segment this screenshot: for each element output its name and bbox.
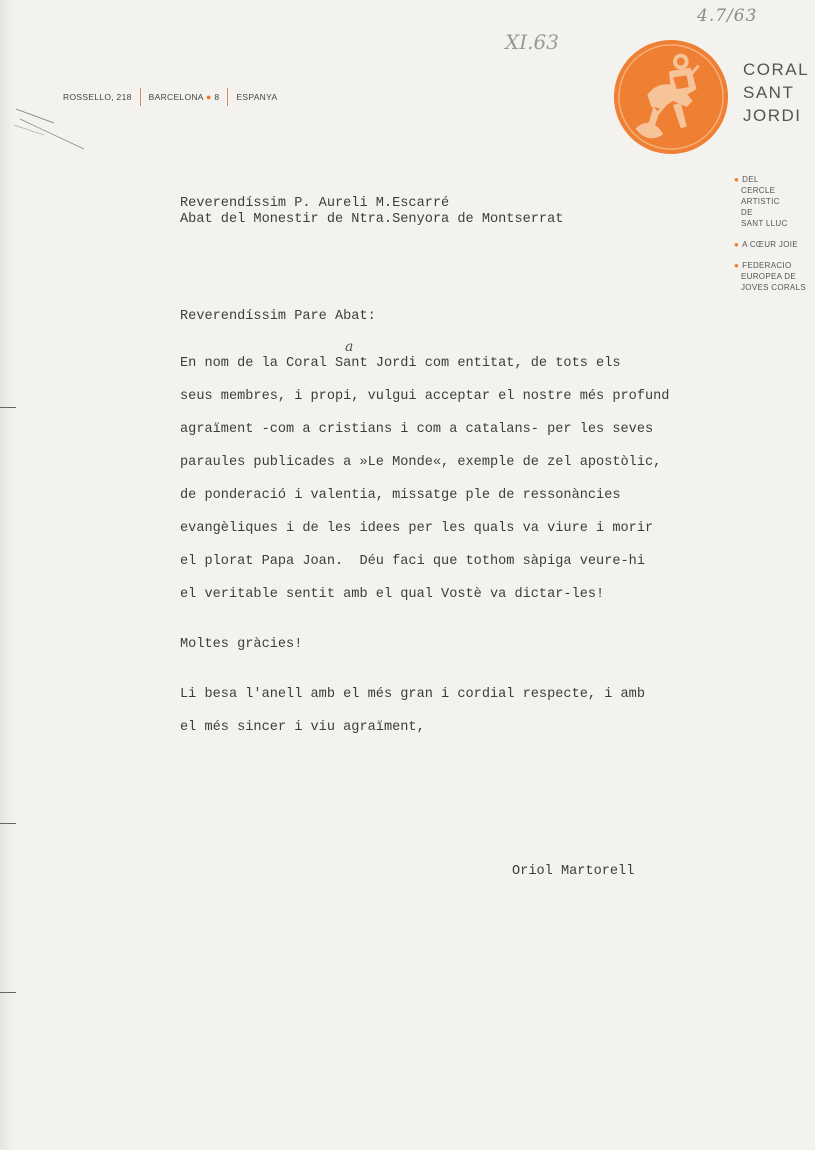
handwritten-reference: XI.63: [505, 30, 559, 54]
closing-line: el més sincer i viu agraïment,: [180, 720, 425, 735]
address-city-line: [149, 92, 220, 102]
body-line: evangèliques i de les idees per les quals va viure i morir: [180, 521, 654, 536]
fold-mark: [0, 992, 16, 993]
divider: [227, 88, 228, 106]
body-line: En nom de la Coral Sant Jordi com entitat, de tots els: [180, 356, 621, 371]
body-line: agraïment -com a cristians i com a catalans- per les seves: [180, 422, 654, 437]
affiliation-item: [734, 174, 806, 229]
affiliation-line: EUROPEA DE: [741, 272, 797, 281]
body-line: de ponderació i valentia, missatge ple de ressonàncies: [180, 488, 621, 503]
handwritten-correction: a: [345, 339, 354, 355]
affiliations-list: [734, 174, 806, 303]
affiliation-item: [734, 239, 806, 250]
body-line: el veritable sentit amb el qual Vostè va dictar-les!: [180, 587, 605, 602]
affiliation-line: A CŒUR JOIE: [742, 240, 798, 249]
affiliation-line: SANT LLUC: [741, 219, 788, 228]
address-country: ESPANYA: [236, 92, 278, 102]
brand-name: [743, 58, 809, 127]
body-line: paraules publicades a »Le Monde«, exemple de zel apostòlic,: [180, 455, 662, 470]
brand-line: JORDI: [743, 106, 802, 125]
recipient-name: Reverendíssim P. Aureli M.Escarré: [180, 196, 450, 211]
affiliation-line: DEL: [742, 175, 759, 184]
recipient-title: Abat del Monestir de Ntra.Senyora de Montserrat: [180, 212, 564, 227]
letterhead-address: [63, 88, 277, 106]
handwritten-date: 4.7/63: [697, 6, 758, 26]
signature-name: Oriol Martorell: [512, 864, 635, 879]
affiliation-line: DE: [741, 208, 753, 217]
affiliation-item: [734, 260, 806, 293]
fold-mark: [0, 407, 16, 408]
fold-mark: [0, 823, 16, 824]
saint-george-seal-logo: [612, 38, 730, 156]
salutation: Reverendíssim Pare Abat:: [180, 309, 376, 324]
affiliation-line: FEDERACIO: [742, 261, 792, 270]
thanks-line: Moltes gràcies!: [180, 637, 303, 652]
brand-line: CORAL: [743, 60, 810, 79]
address-street: ROSSELLO, 218: [63, 92, 132, 102]
pencil-strokes: [14, 105, 94, 155]
affiliation-line: ARTISTIC: [741, 197, 780, 206]
address-district: 8: [214, 92, 220, 102]
brand-line: SANT: [743, 83, 795, 102]
closing-line: Li besa l'anell amb el més gran i cordial respecte, i amb: [180, 687, 645, 702]
bullet-icon: ●: [734, 175, 740, 184]
divider: [140, 88, 141, 106]
address-city: BARCELONA: [148, 92, 204, 102]
bullet-icon: ●: [205, 92, 212, 102]
affiliation-line: JOVES CORALS: [741, 283, 806, 292]
body-line: el plorat Papa Joan. Déu faci que tothom sàpiga veure-hi: [180, 554, 645, 569]
affiliation-line: CERCLE: [741, 186, 776, 195]
body-line: seus membres, i propi, vulgui acceptar el nostre més profund: [180, 389, 670, 404]
bullet-icon: ●: [734, 261, 740, 270]
bullet-icon: ●: [734, 240, 740, 249]
